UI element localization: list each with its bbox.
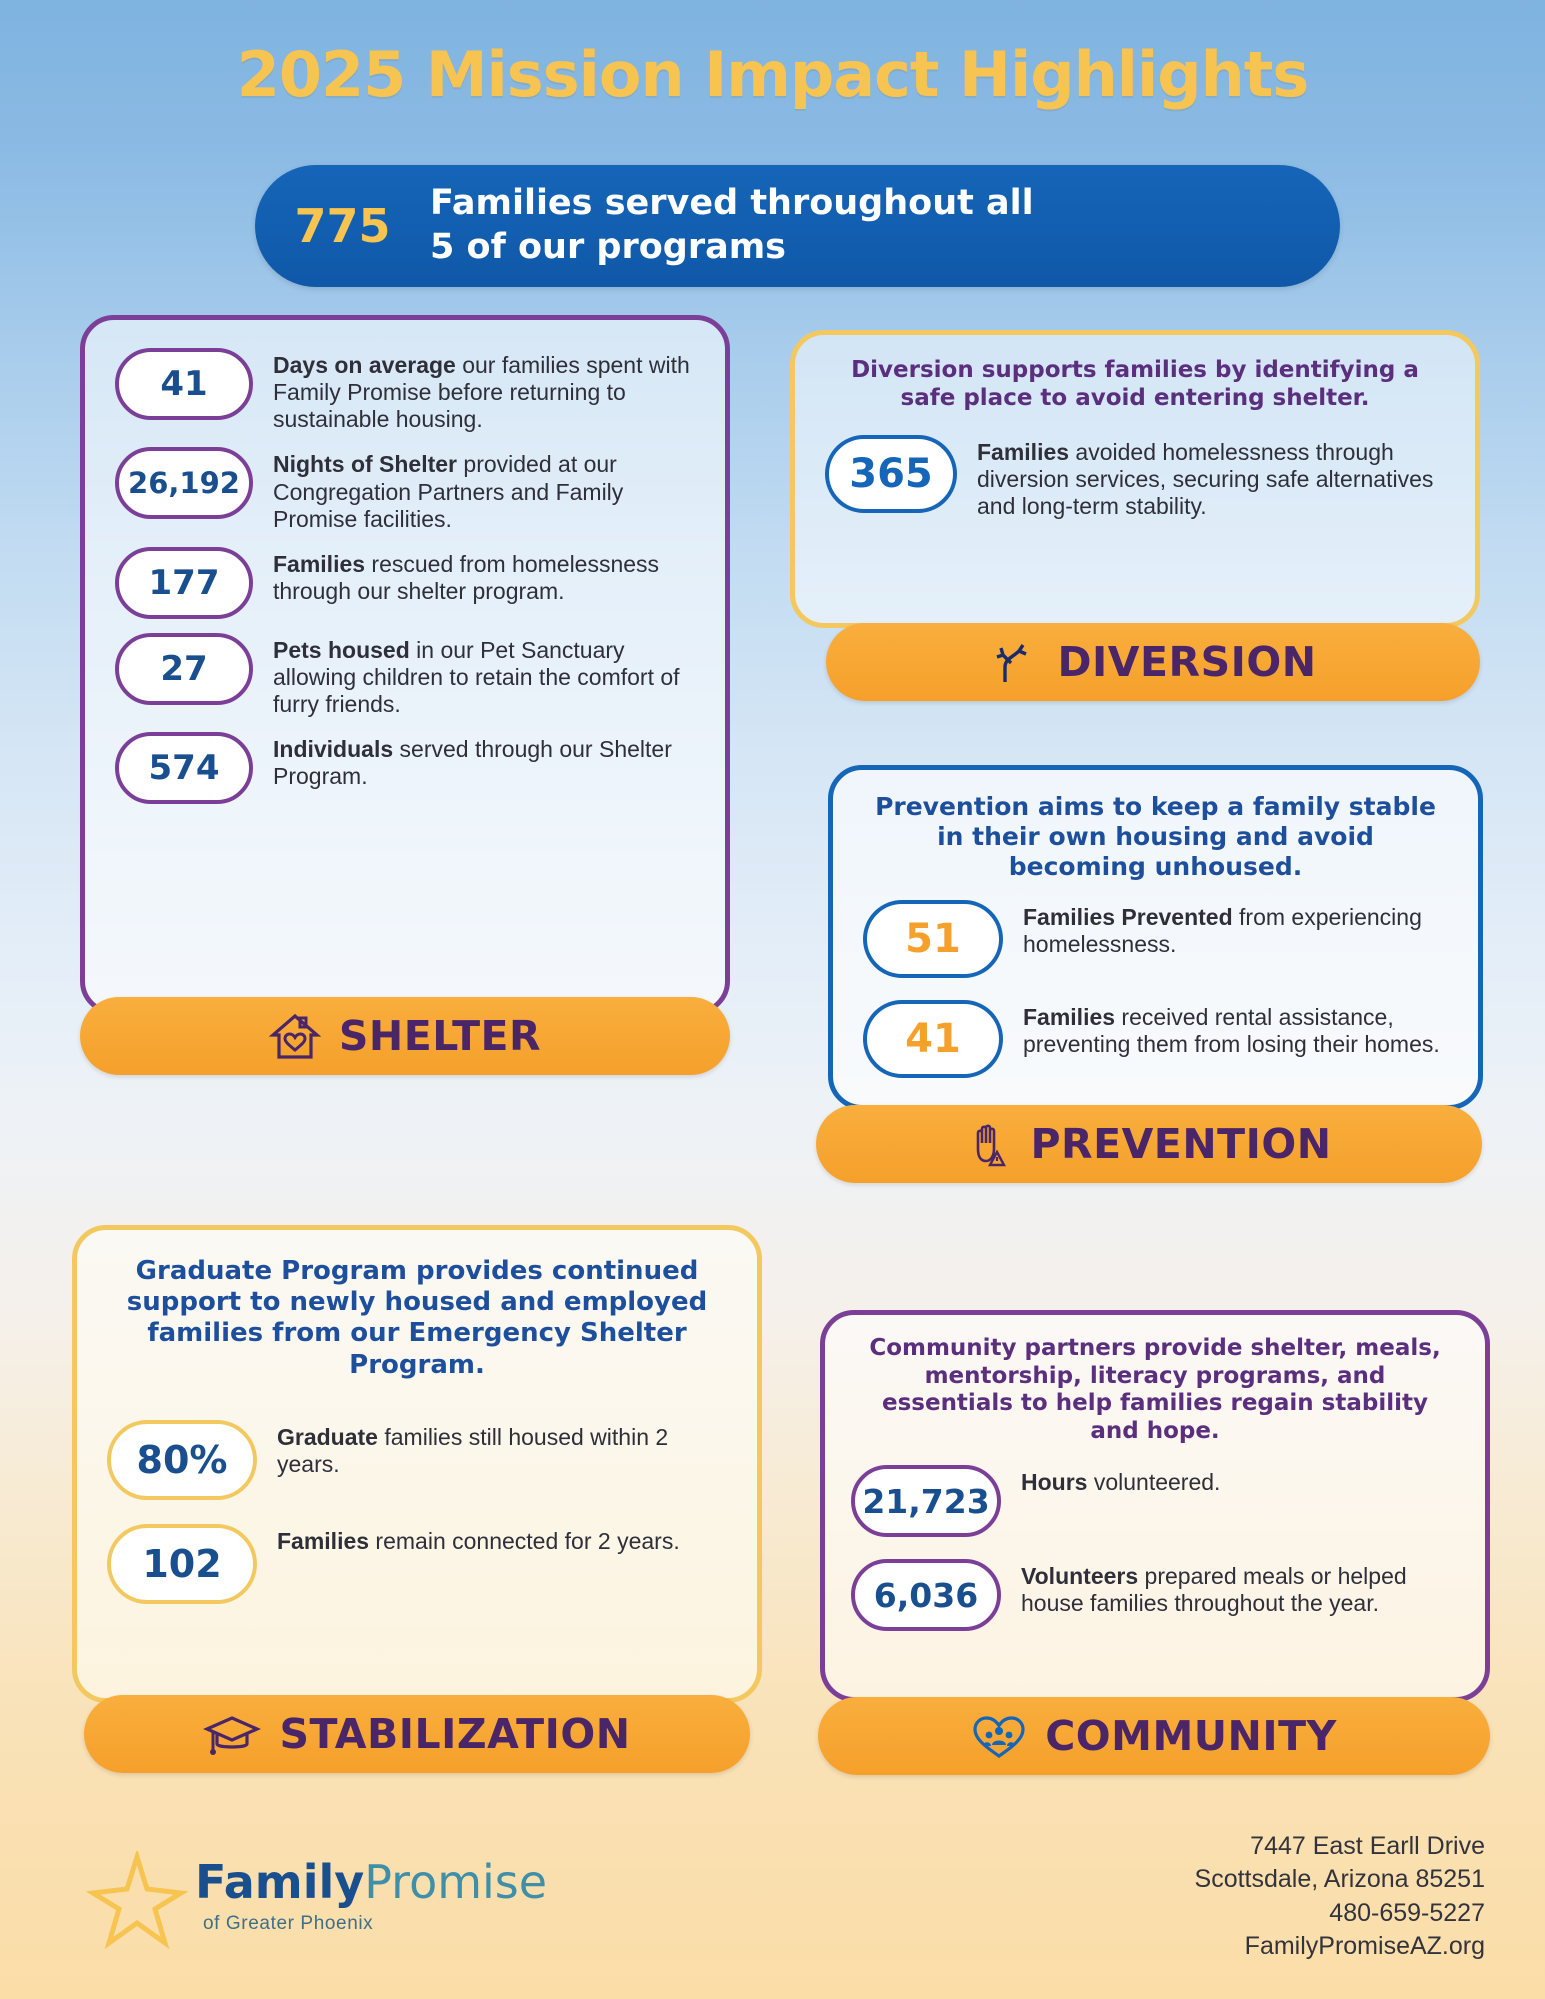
- prevention-card-body: [828, 765, 1483, 1110]
- address-line-1: 7447 East Earll Drive: [1250, 1832, 1485, 1860]
- shelter-card: [80, 315, 730, 1075]
- graduation-cap-icon: [203, 1710, 261, 1758]
- diversion-card-body: [790, 330, 1480, 628]
- stabilization-intro: Graduate Program provides continued support to newly housed and employed families from our Emergency Shelter Program.: [126, 1256, 708, 1380]
- stat-value: 574: [115, 732, 253, 804]
- stat-bold: Families: [977, 439, 1070, 465]
- diversion-card: [790, 330, 1480, 686]
- stat-description: [1001, 1559, 1463, 1617]
- community-card-body: [820, 1310, 1490, 1702]
- shelter-stats: [115, 348, 697, 818]
- community-intro: Community partners provide shelter, meals, mentorship, literacy programs, and essentials to help families regain stability and hope.: [869, 1335, 1441, 1444]
- logo-subtitle: of Greater Phoenix: [203, 1913, 374, 1934]
- shelter-footer-label: SHELTER: [338, 1012, 542, 1060]
- stat-rest: provided at our Congregation Partners and Family Promise facilities.: [273, 451, 624, 532]
- logo-promise-text: Promise: [364, 1855, 548, 1909]
- stat-row: [115, 348, 697, 433]
- logo-family-text: Family: [195, 1855, 365, 1909]
- stat-bold: Hours: [1021, 1469, 1088, 1495]
- house-heart-icon: [269, 1011, 321, 1061]
- stat-row: [115, 732, 697, 804]
- stat-rest: in our Pet Sanctuary allowing children to retain the comfort of furry friends.: [273, 636, 680, 717]
- stat-rest: families still housed within 2 years.: [277, 1424, 669, 1478]
- stat-rest: prepared meals or helped house families throughout the year.: [1021, 1563, 1407, 1617]
- stat-bold: Graduate: [277, 1424, 378, 1450]
- stat-value: 27: [115, 633, 253, 705]
- diversion-intro: Diversion supports families by identifying a safe place to avoid entering shelter.: [851, 357, 1419, 411]
- stat-description: [253, 447, 697, 532]
- families-served-banner: [255, 165, 1340, 287]
- stat-bold: Nights of Shelter: [273, 451, 458, 478]
- stat-description: [257, 1420, 731, 1478]
- stabilization-card-body: [72, 1225, 762, 1703]
- stat-rest: rescued from homelessness through our shelter program.: [273, 550, 660, 604]
- stat-rest: received rental assistance, preventing them from losing their homes.: [1023, 1004, 1440, 1058]
- stat-description: [1001, 1465, 1220, 1496]
- stop-hand-icon: [966, 1119, 1012, 1169]
- stat-description: [253, 633, 697, 718]
- stat-bold: Individuals: [273, 736, 394, 763]
- stat-value: 102: [107, 1524, 257, 1604]
- stabilization-footer-bar: [84, 1695, 750, 1773]
- community-stats: [851, 1465, 1463, 1645]
- stabilization-card: [72, 1225, 762, 1765]
- families-served-text: [430, 182, 1074, 270]
- stabilization-stats: [107, 1420, 731, 1618]
- diversion-stats: [825, 435, 1449, 534]
- stat-rest: avoided homelessness through diversion services, securing safe alternatives and long-term stability.: [977, 439, 1434, 520]
- stat-value: 41: [115, 348, 253, 420]
- stabilization-footer-label: STABILIZATION: [279, 1710, 631, 1758]
- stat-value: 26,192: [115, 447, 253, 519]
- stat-description: [253, 732, 697, 790]
- stat-rest: from experiencing homelessness.: [1023, 904, 1422, 958]
- stat-row: [851, 1559, 1463, 1631]
- stat-value: 21,723: [851, 1465, 1001, 1537]
- stat-row: [851, 1465, 1463, 1537]
- stat-description: [1003, 1000, 1452, 1058]
- address-website[interactable]: FamilyPromiseAZ.org: [1244, 1931, 1485, 1960]
- address-block: [1195, 1830, 1485, 1963]
- stat-row: [863, 900, 1452, 978]
- diversion-footer-bar: [826, 623, 1480, 701]
- stat-description: [253, 348, 697, 433]
- heart-people-icon: [971, 1711, 1027, 1761]
- families-served-count: 775: [294, 199, 391, 253]
- stat-row: [825, 435, 1449, 520]
- stat-bold: Days on average: [273, 352, 456, 378]
- families-served-line1: Families served throughout all: [430, 183, 1034, 224]
- diversion-footer-label: DIVERSION: [1057, 638, 1317, 686]
- prevention-footer-label: PREVENTION: [1030, 1120, 1332, 1168]
- stat-bold: Families: [273, 550, 366, 577]
- stat-value: 6,036: [851, 1559, 1001, 1631]
- stat-bold: Pets housed: [273, 636, 410, 663]
- community-card: [820, 1310, 1490, 1765]
- stat-description: [253, 547, 697, 605]
- road-fork-arrow-icon: [989, 637, 1039, 687]
- prevention-intro: Prevention aims to keep a family stable in their own housing and avoid becoming unhoused.: [875, 792, 1436, 881]
- stat-bold: Families: [1023, 1004, 1116, 1030]
- prevention-footer-bar: [816, 1105, 1482, 1183]
- address-line-2: Scottsdale, Arizona 85251: [1194, 1865, 1485, 1894]
- prevention-card: [828, 765, 1483, 1168]
- stat-bold: Families: [277, 1528, 370, 1554]
- page-title: 2025 Mission Impact Highlights: [236, 38, 1309, 111]
- stat-row: [115, 547, 697, 619]
- logo-wordmark: [195, 1855, 547, 1909]
- stat-rest: served through our Shelter Program.: [273, 736, 672, 790]
- stat-row: [107, 1524, 731, 1604]
- community-footer-label: COMMUNITY: [1045, 1712, 1337, 1760]
- address-phone: 480-659-5227: [1329, 1898, 1485, 1927]
- stat-description: [957, 435, 1449, 520]
- stat-row: [115, 633, 697, 718]
- stat-value: 177: [115, 547, 253, 619]
- stat-value: 365: [825, 435, 957, 513]
- stat-value: 41: [863, 1000, 1003, 1078]
- shelter-footer-bar: [80, 997, 730, 1075]
- stat-value: 80%: [107, 1420, 257, 1500]
- stat-row: [107, 1420, 731, 1500]
- stat-rest: volunteered.: [1087, 1469, 1221, 1495]
- stat-rest: our families spent with Family Promise before returning to sustainable housing.: [273, 352, 690, 433]
- stat-row: [863, 1000, 1452, 1078]
- star-icon: [85, 1851, 190, 1956]
- prevention-stats: [863, 900, 1452, 1092]
- community-footer-bar: [818, 1697, 1490, 1775]
- stat-description: [257, 1524, 680, 1555]
- shelter-card-body: [80, 315, 730, 1015]
- organization-logo: [85, 1845, 548, 1965]
- stat-bold: Families Prevented: [1023, 904, 1233, 930]
- stat-rest: remain connected for 2 years.: [369, 1528, 680, 1554]
- families-served-line2: 5 of our programs: [430, 227, 786, 267]
- stat-bold: Volunteers: [1021, 1563, 1139, 1589]
- stat-row: [115, 447, 697, 532]
- stat-description: [1003, 900, 1452, 958]
- stat-value: 51: [863, 900, 1003, 978]
